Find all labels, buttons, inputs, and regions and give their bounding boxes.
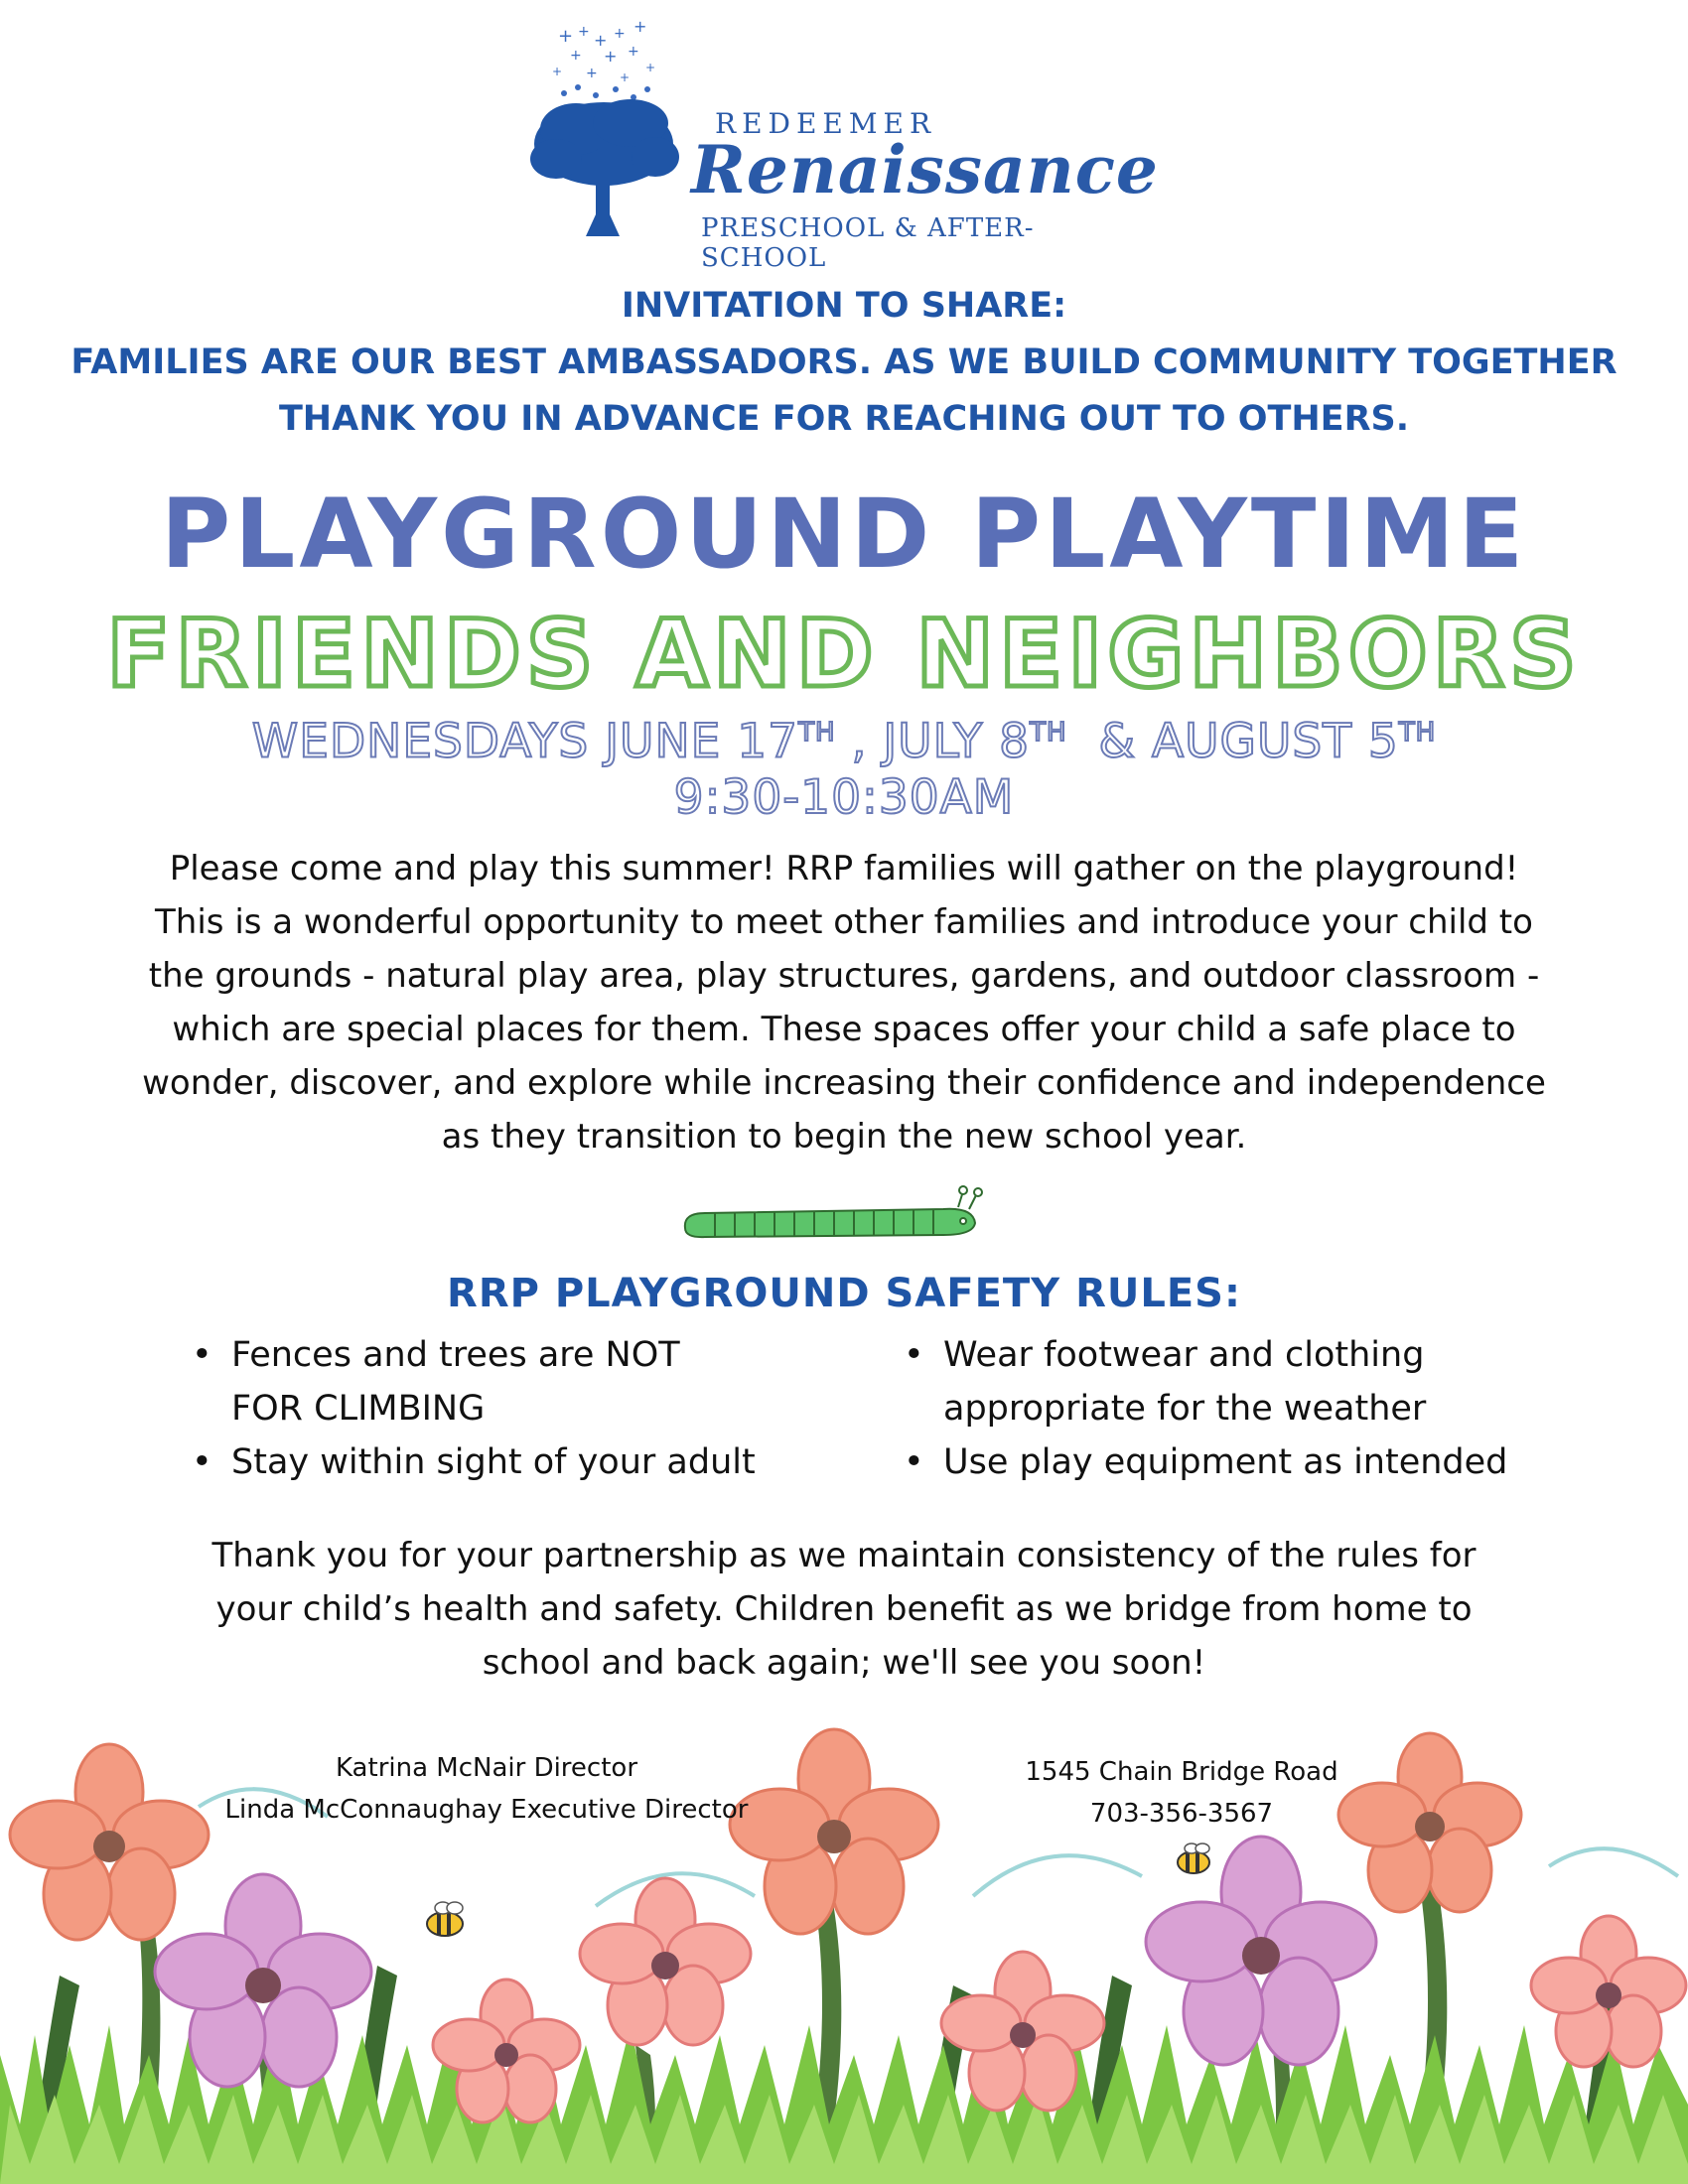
invitation-heading: INVITATION TO SHARE: xyxy=(621,286,1067,326)
event-dates xyxy=(0,705,1688,826)
bee-icon xyxy=(427,1902,463,1936)
tree-logo-icon xyxy=(516,20,715,238)
event-time: 9:30-10:30AM xyxy=(673,769,1015,825)
rule-item: • Wear footwear and clothing appropriate for the weather xyxy=(904,1335,1427,1429)
svg-text:+: + xyxy=(633,20,647,36)
executive-director-name: Linda McConnaughay Executive Director xyxy=(224,1795,749,1825)
staff-contacts xyxy=(179,1747,794,1831)
svg-text:+: + xyxy=(552,65,563,78)
caterpillar-icon xyxy=(675,1183,1003,1243)
bee-icon xyxy=(1178,1843,1209,1873)
logo-tagline: PRESCHOOL & AFTER-SCHOOL xyxy=(701,213,1035,273)
director-name: Katrina McNair Director xyxy=(335,1753,638,1783)
svg-text:+: + xyxy=(594,31,608,50)
rule-item: • Stay within sight of your adult xyxy=(192,1442,756,1482)
svg-text:+: + xyxy=(614,26,626,42)
page-subtitle: FRIENDS AND NEIGHBORS xyxy=(106,601,1582,709)
rule-item: • Fences and trees are NOT FOR CLIMBING xyxy=(192,1335,680,1429)
rule-item: • Use play equipment as intended xyxy=(904,1442,1508,1482)
svg-text:+: + xyxy=(604,47,618,66)
svg-text:+: + xyxy=(645,61,656,74)
svg-text:+: + xyxy=(578,24,590,40)
phone: 703-356-3567 xyxy=(1089,1799,1274,1829)
intro-paragraph: Please come and play this summer! RRP families will gather on the playground! This is a wonderful opportunity to meet other families and introduce your child to the grounds - natural play area, play structures, gardens, and outdoor classroom - which are special places for them. These spaces offer your child a safe place to wonder, discover, and explore while increasing their confidence and independence as they transition to begin the new school year. xyxy=(142,849,1546,1157)
page-title: PLAYGROUND PLAYTIME xyxy=(160,478,1528,590)
svg-text:+: + xyxy=(570,48,582,64)
logo-line1: REDEEMER xyxy=(715,107,937,140)
thanks-paragraph: Thank you for your partnership as we maintain consistency of the rules for your child’s health and safety. Children benefit as we bridge from home to school and back again; we'll see you soon! xyxy=(211,1536,1477,1683)
svg-text:+: + xyxy=(586,66,598,81)
svg-text:+: + xyxy=(620,70,631,84)
logo-wordmark: Renaissance xyxy=(691,131,1159,208)
invitation-line3: THANK YOU IN ADVANCE FOR REACHING OUT TO OTHERS. xyxy=(278,399,1410,439)
svg-text:+: + xyxy=(558,26,574,47)
dates-line: WEDNESDAYS JUNE 17TH , JULY 8TH & AUGUST 5TH xyxy=(251,714,1437,769)
invitation-line2: FAMILIES ARE OUR BEST AMBASSADORS. AS WE BUILD COMMUNITY TOGETHER xyxy=(70,342,1618,382)
svg-text:+: + xyxy=(628,44,639,60)
rules-heading: RRP PLAYGROUND SAFETY RULES: xyxy=(447,1271,1241,1316)
address: 1545 Chain Bridge Road xyxy=(1025,1757,1338,1787)
logo xyxy=(516,20,1159,273)
school-address xyxy=(993,1751,1370,1835)
